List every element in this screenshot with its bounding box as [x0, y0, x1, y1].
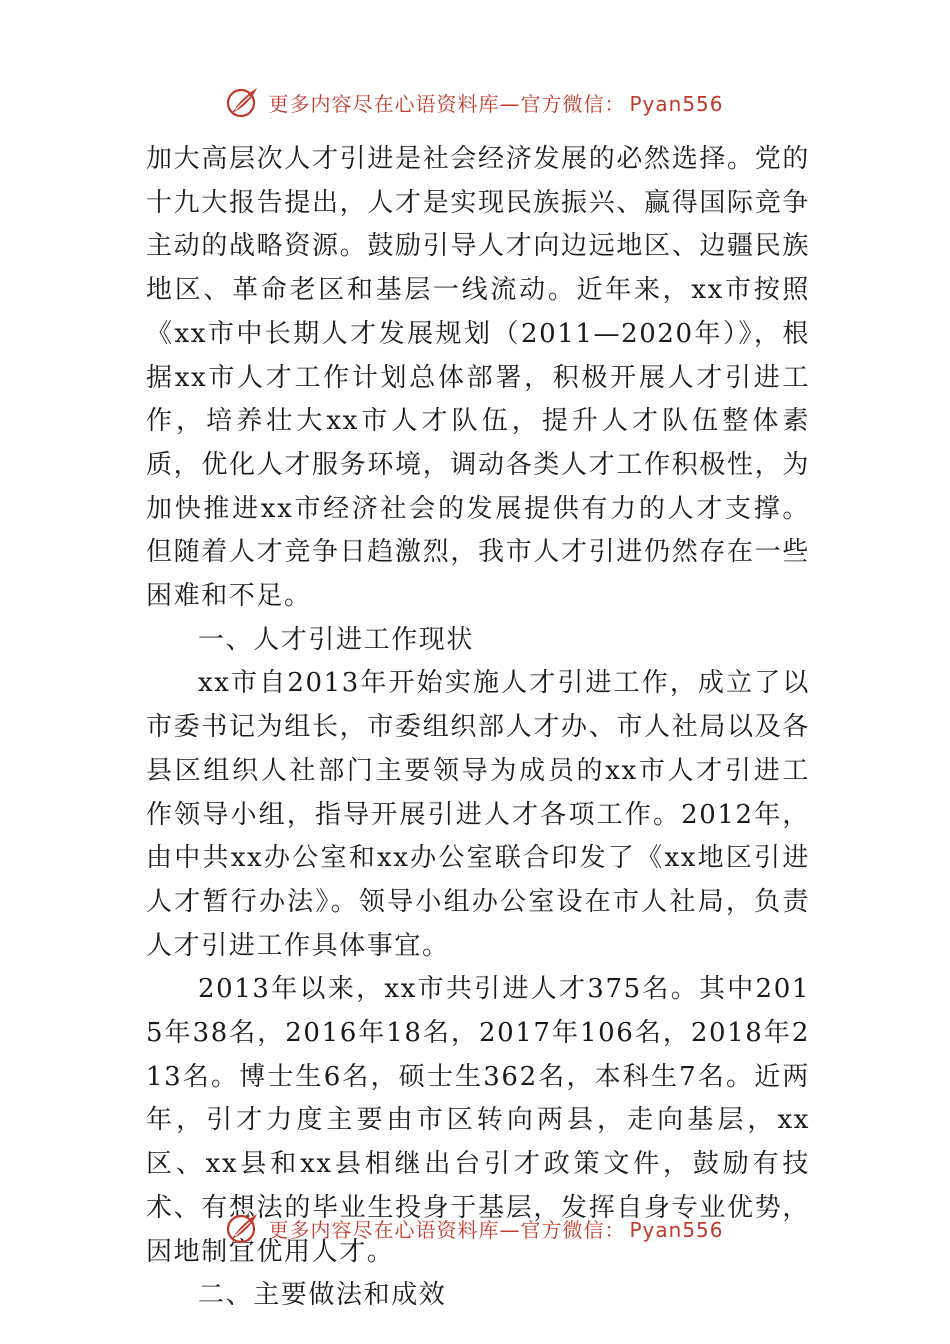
section-heading-current-status: 一、人才引进工作现状 — [198, 624, 475, 655]
footer-watermark — [0, 1208, 950, 1248]
header-watermark — [0, 82, 950, 122]
document-body — [146, 138, 810, 1318]
paragraph-intro: 加大高层次人才引进是社会经济发展的必然选择。党的十九大报告提出，人才是实现民族振兴、赢得国际竞争主动的战略资源。鼓励引导人才向边远地区、边疆民族地区、革命老区和基层一线流动。近年来，xx市按照《xx市中长期人才发展规划（2011—2020年）》，根据xx市人才工作计划总体部署，积极开展人才引进工作，培养壮大xx市人才队伍，提升人才队伍整体素质，优化人才服务环境，调动各类人才工作积极性，为加快推进xx市经济社会的发展提供有力的人才支撑。但随着人才竞争日趋激烈，我市人才引进仍然存在一些困难和不足。 — [146, 144, 810, 612]
paragraph-status-overview: xx市自2013年开始实施人才引进工作，成立了以市委书记为组长，市委组织部人才办、市人社局以及各县区组织人社部门主要领导为成员的xx市人才引进工作领导小组，指导开展引进人才各项工作。2012年，由中共xx办公室和xx办公室联合印发了《xx地区引进人才暂行办法》。领导小组办公室设在市人社局，负责人才引进工作具体事宜。 — [146, 668, 810, 961]
quill-logo-icon — [226, 85, 260, 119]
paragraph-statistics: 2013年以来，xx市共引进人才375名。其中2015年38名，2016年18名，2017年106名，2018年213名。博士生6名，硕士生362名，本科生7名。近两年，引才力度主要由市区转向两县，走向基层，xx区、xx县和xx县相继出台引才政策文件，鼓励有技术、有想法的毕业生投身于基层，发挥自身专业优势，因地制宜优用人才。 — [146, 974, 810, 1267]
watermark-text: 更多内容尽在心语资料库—官方微信： Pyan556 — [268, 1217, 724, 1242]
watermark-text: 更多内容尽在心语资料库—官方微信： Pyan556 — [268, 91, 724, 116]
section-heading-practices: 二、主要做法和成效 — [198, 1280, 447, 1311]
quill-logo-icon — [226, 1211, 260, 1245]
